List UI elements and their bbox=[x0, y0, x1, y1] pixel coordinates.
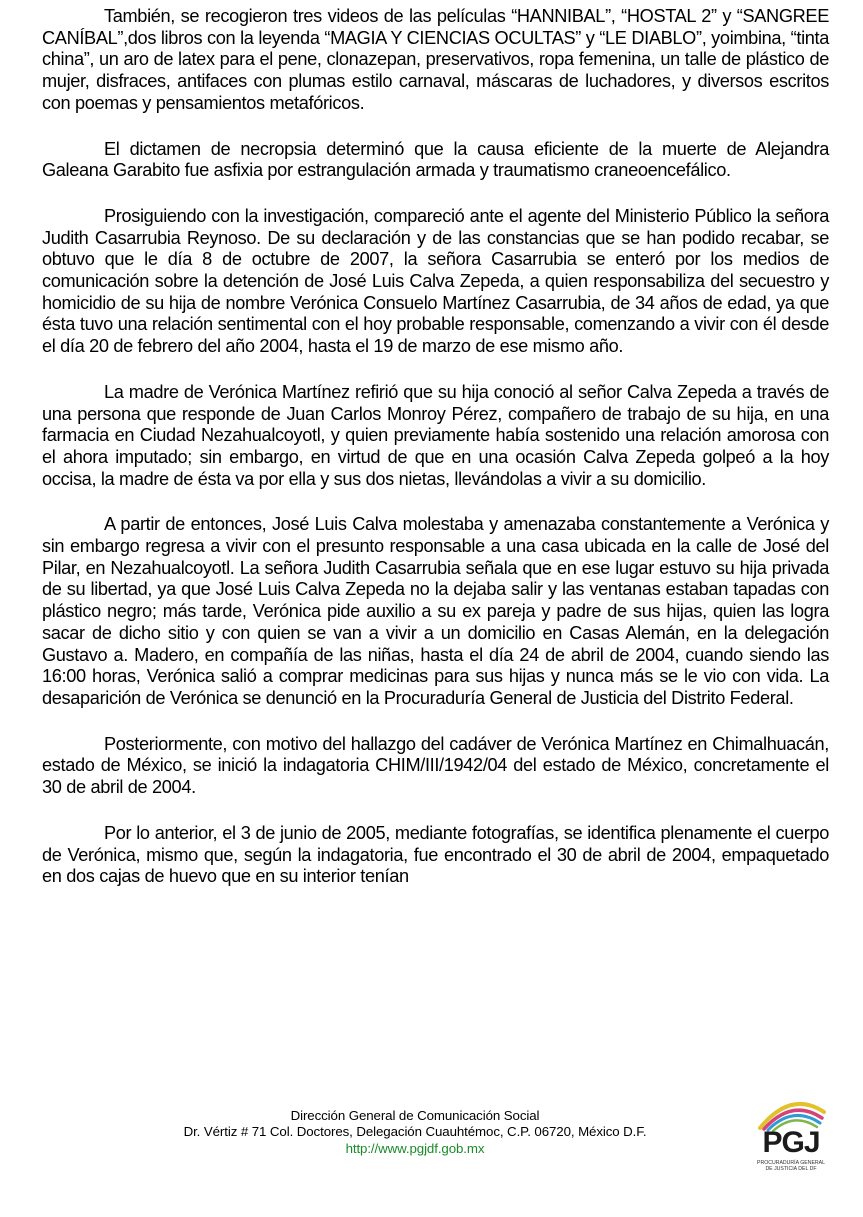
footer-contact bbox=[95, 1108, 735, 1157]
page-footer bbox=[0, 1108, 863, 1188]
footer-url-link[interactable]: http://www.pgjdf.gob.mx bbox=[345, 1140, 485, 1156]
pgj-logo bbox=[752, 1092, 830, 1184]
paragraph-7: Por lo anterior, el 3 de junio de 2005, mediante fotografías, se identifica plenamente el cuerpo de Verónica, mismo que, según la indagatoria, fue encontrado el 30 de abril de 2004, empaquetado en dos cajas de huevo que en su interior tenían bbox=[42, 822, 829, 887]
footer-address: Dr. Vértiz # 71 Col. Doctores, Delegación Cuauhtémoc, C.P. 06720, México D.F. bbox=[183, 1124, 647, 1140]
logo-tagline-line-1: PROCURADURÍA GENERAL bbox=[756, 1160, 826, 1166]
paragraph-3: Prosiguiendo con la investigación, compareció ante el agente del Ministerio Público la señora Judith Casarrubia Reynoso. De su declaración y de las constancias que se han podido recabar, se obtuvo que le día 8 de octubre de 2007, la señora Casarrubia se enteró por los medios de comunicación sobre la detención de José Luis Calva Zepeda, a quien responsabiliza del secuestro y homicidio de su hija de nombre Verónica Consuelo Martínez Casarrubia, de 34 años de edad, ya que ésta tuvo una relación sentimental con el hoy probable responsable, comenzando a vivir con él desde el día 20 de febrero del año 2004, hasta el 19 de marzo de ese mismo año. bbox=[42, 205, 829, 357]
paragraph-5: A partir de entonces, José Luis Calva molestaba y amenazaba constantemente a Verónica y sin embargo regresa a vivir con el presunto responsable a una casa ubicada en la calle de José del Pilar, en Nezahualcoyotl. La señora Judith Casarrubia señala que en ese lugar estuvo su hija privada de su libertad, ya que José Luis Calva Zepeda no la dejaba salir y las ventanas estaban tapadas con plástico negro; más tarde, Verónica pide auxilio a su ex pareja y padre de sus hijas, quien las logra sacar de dicho sitio y con quien se van a vivir a un domicilio en Casas Alemán, en la delegación Gustavo a. Madero, en compañía de las niñas, hasta el día 24 de abril de 2004, cuando siendo las 16:00 horas, Verónica salió a comprar medicinas para sus hijas y nunca más se le vio con vida. La desaparición de Verónica se denunció en la Procuraduría General de Justicia del Distrito Federal. bbox=[42, 514, 829, 708]
document-body bbox=[42, 6, 829, 912]
footer-department: Dirección General de Comunicación Social bbox=[290, 1108, 540, 1123]
paragraph-6: Posteriormente, con motivo del hallazgo del cadáver de Verónica Martínez en Chimalhuacán, estado de México, se inició la indagatoria CHIM/III/1942/04 del estado de México, concretamente el 30 de abril de 2004. bbox=[42, 733, 829, 798]
paragraph-2: El dictamen de necropsia determinó que la causa eficiente de la muerte de Alejandra Galeana Garabito fue asfixia por estrangulación armada y traumatismo craneoencefálico. bbox=[42, 138, 829, 181]
logo-tagline bbox=[752, 1160, 830, 1172]
paragraph-4: La madre de Verónica Martínez refirió que su hija conoció al señor Calva Zepeda a través de una persona que responde de Juan Carlos Monroy Pérez, compañero de trabajo de su hija, en una farmacia en Ciudad Nezahualcoyotl, y quien previamente había sostenido una relación amorosa con el ahora imputado; sin embargo, en virtud de que en una ocasión Calva Zepeda golpeó a la hoy occisa, la madre de ésta va por ella y sus dos nietas, llevándolas a vivir a su domicilio. bbox=[42, 381, 829, 489]
logo-tagline-line-2: DE JUSTICIA DEL DF bbox=[765, 1166, 817, 1172]
logo-acronym: PGJ bbox=[762, 1126, 820, 1159]
paragraph-1: También, se recogieron tres videos de las películas “HANNIBAL”, “HOSTAL 2” y “SANGREE CANÍBAL”,dos libros con la leyenda “MAGIA Y CIENCIAS OCULTAS” y “LE DIABLO”, yoimbina, “tinta china”, un aro de latex para el pene, clonazepan, preservativos, ropa femenina, un talle de plástico de mujer, disfraces, antifaces con plumas estilo carnaval, máscaras de luchadores, y diversos escritos con poemas y pensamientos metafóricos. bbox=[42, 6, 829, 113]
